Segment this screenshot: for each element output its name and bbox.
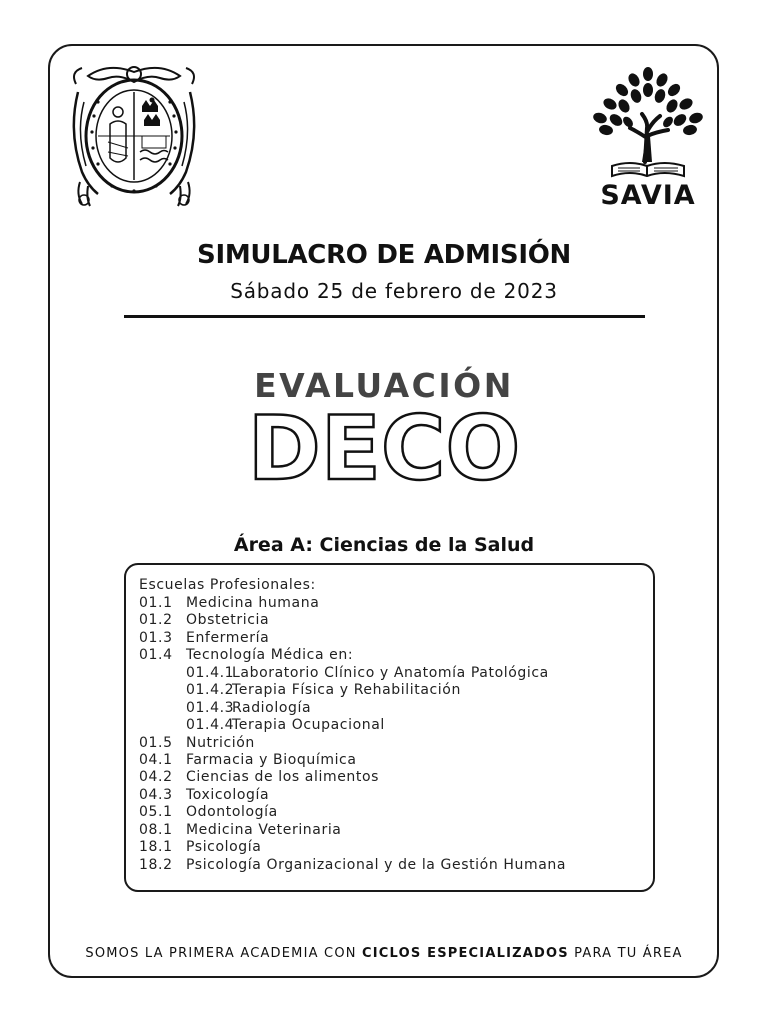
- school-code: 01.3: [139, 629, 173, 646]
- list-item: [139, 682, 649, 699]
- school-name: Tecnología Médica en:: [186, 647, 354, 664]
- school-code: 01.4.1: [186, 664, 235, 681]
- list-item: [139, 752, 649, 769]
- school-name: Radiología: [232, 699, 312, 716]
- area-title: Área A: Ciencias de la Salud: [233, 534, 535, 556]
- list-item: [139, 769, 649, 786]
- school-name: Medicina humana: [186, 595, 320, 611]
- school-code: 01.2: [139, 612, 173, 629]
- school-code: 01.4.2: [186, 682, 235, 699]
- evaluation-name: DECO: [247, 405, 521, 495]
- evaluation-name-outline: [234, 405, 534, 495]
- school-name: Laboratorio Clínico y Anatomía Patológica: [232, 664, 549, 681]
- school-code: 08.1: [139, 821, 173, 838]
- school-name: Psicología: [186, 839, 262, 856]
- school-name: Toxicología: [186, 786, 270, 803]
- list-item: [139, 612, 649, 629]
- school-code: 01.4.3: [186, 699, 235, 716]
- school-code: 04.2: [139, 769, 173, 786]
- evaluation-label: EVALUACIÓN: [254, 366, 514, 405]
- list-item: [139, 787, 649, 804]
- list-item: [139, 647, 649, 664]
- school-name: Farmacia y Bioquímica: [186, 751, 357, 768]
- tree-book-icon: [590, 66, 706, 180]
- footer-post: PARA TU ÁREA: [568, 946, 683, 961]
- school-code: 01.4: [139, 647, 173, 664]
- school-code: 18.2: [139, 856, 173, 873]
- list-item: [139, 857, 649, 874]
- footer-bold: CICLOS ESPECIALIZADOS: [362, 946, 569, 961]
- list-item: [139, 804, 649, 821]
- school-code: 04.1: [139, 751, 173, 768]
- schools-heading: Escuelas Profesionales:: [139, 577, 316, 593]
- school-code: 04.3: [139, 786, 173, 803]
- list-item: [139, 630, 649, 647]
- school-code: 01.1: [139, 595, 173, 611]
- exam-date: Sábado 25 de febrero de 2023: [230, 279, 558, 303]
- school-name: Terapia Física y Rehabilitación: [232, 682, 461, 699]
- school-code: 01.5: [139, 734, 173, 751]
- list-item: [139, 735, 649, 752]
- schools-list: [139, 595, 649, 874]
- school-name: Enfermería: [186, 629, 270, 646]
- school-name: Nutrición: [186, 734, 255, 751]
- list-item: [139, 839, 649, 856]
- school-code: 01.4.4: [186, 717, 235, 734]
- list-item: [139, 822, 649, 839]
- list-item: [139, 665, 649, 682]
- school-code: 05.1: [139, 804, 173, 821]
- brand-name: SAVIA: [600, 180, 696, 211]
- footer-tagline: [0, 946, 768, 961]
- school-name: Ciencias de los alimentos: [186, 769, 380, 786]
- school-name: Medicina Veterinaria: [186, 821, 342, 838]
- list-item: [139, 595, 649, 612]
- school-name: Psicología Organizacional y de la Gestión Humana: [186, 856, 567, 873]
- university-seal-icon: [68, 62, 200, 210]
- page-title: SIMULACRO DE ADMISIÓN: [197, 240, 571, 270]
- school-name: Terapia Ocupacional: [232, 717, 385, 734]
- school-name: Odontología: [186, 804, 278, 821]
- list-item: [139, 717, 649, 734]
- school-code: 18.1: [139, 839, 173, 856]
- footer-pre: SOMOS LA PRIMERA ACADEMIA CON: [85, 946, 363, 961]
- list-item: [139, 700, 649, 717]
- title-divider: [124, 315, 645, 318]
- school-name: Obstetricia: [186, 612, 270, 629]
